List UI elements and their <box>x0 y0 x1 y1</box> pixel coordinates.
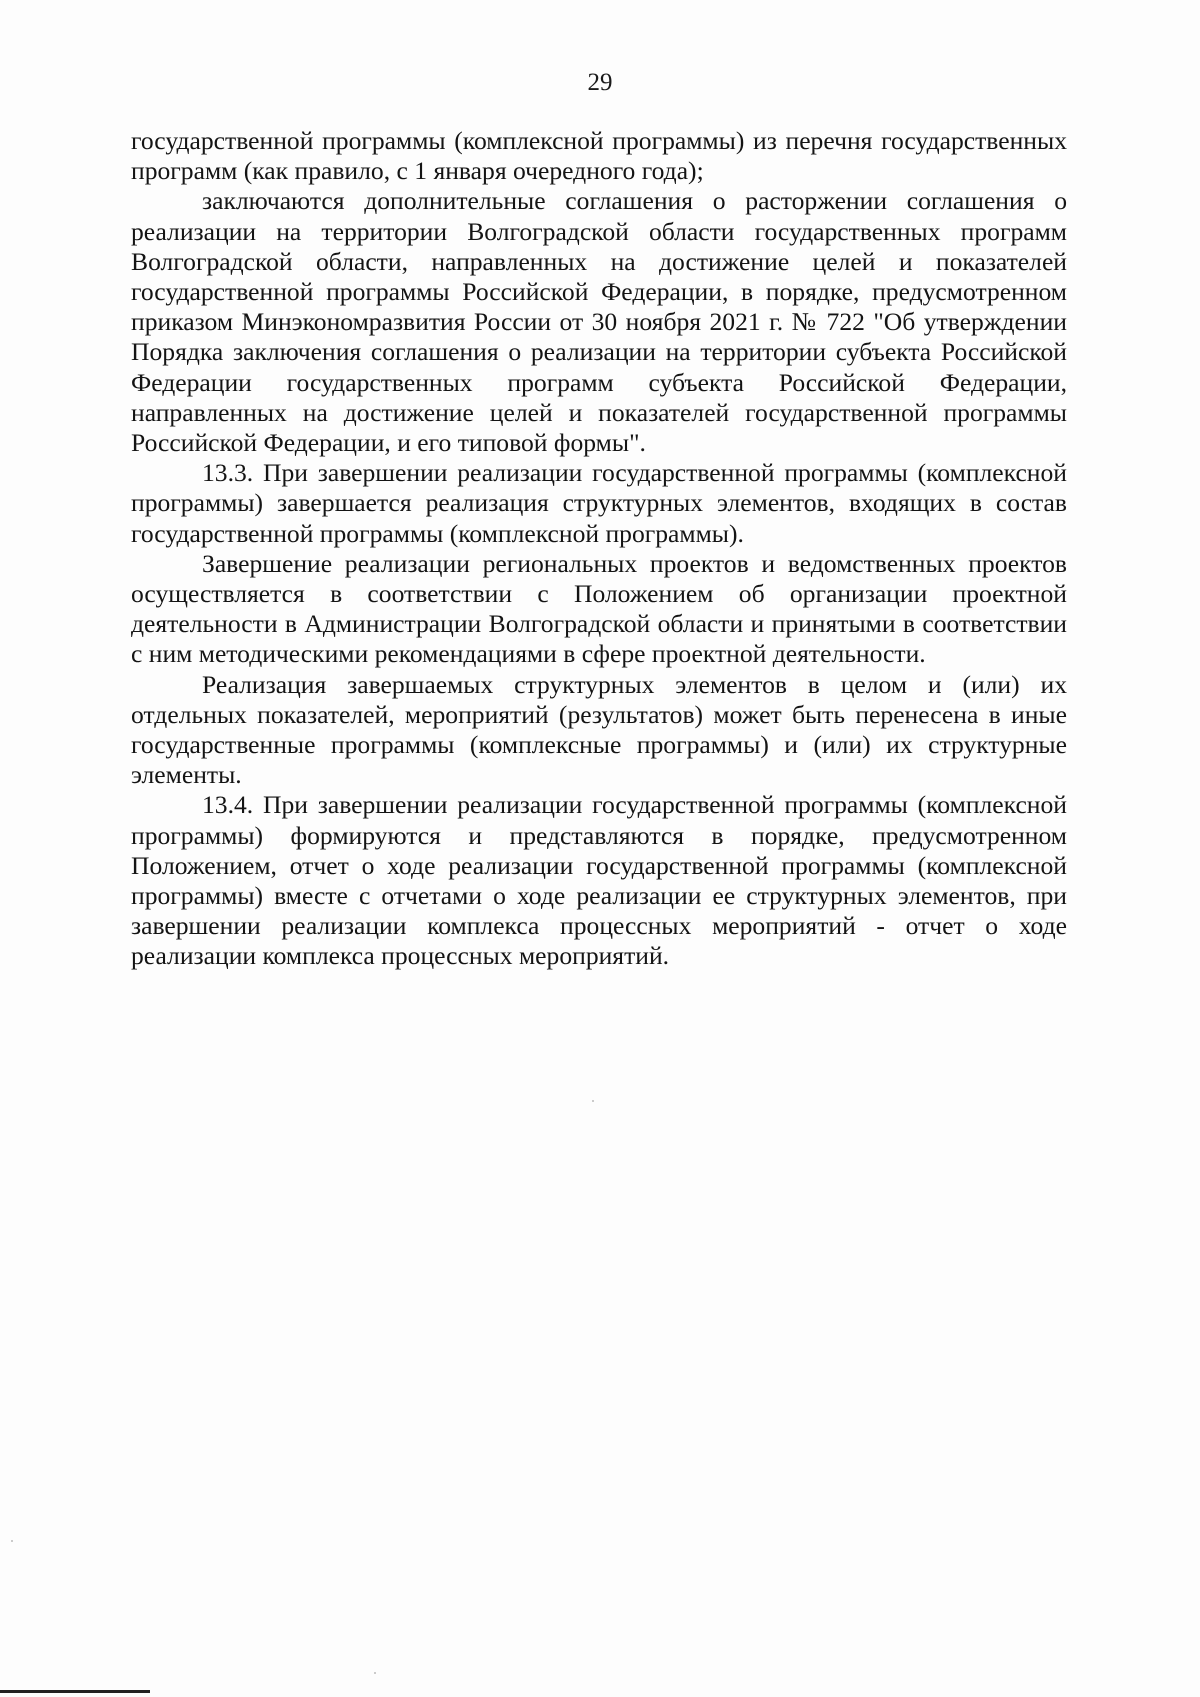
paragraph-4: Завершение реализации региональных проектов и ведомственных проектов осуществляется в соответствии с Положением об организации проектной деятельности в Администрации Волгоградской области и принятыми в соответствии с ним методическими рекомендациями в сфере проектной деятельности. <box>131 548 1067 669</box>
scan-speck <box>11 1540 13 1542</box>
scan-speck <box>592 1100 594 1102</box>
scan-speck <box>374 1672 376 1674</box>
page-number: 29 <box>587 69 613 96</box>
scan-edge-mark <box>0 1690 150 1693</box>
paragraph-6: 13.4. При завершении реализации государственной программы (комплексной программы) формируются и представляются в порядке, предусмотренном Положением, отчет о ходе реализации государственной программы (комплексной программы) вместе с отчетами о ходе реализации ее структурных элементов, при завершении реализации комплекса процессных мероприятий - отчет о ходе реализации комплекса процессных мероприятий. <box>131 790 1067 971</box>
paragraph-2: заключаются дополнительные соглашения о расторжении соглашения о реализации на территории Волгоградской области государственных программ Волгоградской области, направленных на достижение целей и показателей государственной программы Российской Федерации, в порядке, предусмотренном приказом Минэкономразвития России от 30 ноября 2021 г. № 722 "Об утверждении Порядка заключения соглашения о реализации на территории субъекта Российской Федерации государственных программ субъекта Российской Федерации, направленных на достижение целей и показателей государственной программы Российской Федерации, и его типовой формы". <box>131 186 1067 458</box>
document-body <box>131 126 1067 972</box>
paragraph-3: 13.3. При завершении реализации государственной программы (комплексной программы) завершается реализация структурных элементов, входящих в состав государственной программы (комплексной программы). <box>131 458 1067 548</box>
paragraph-5: Реализация завершаемых структурных элементов в целом и (или) их отдельных показателей, мероприятий (результатов) может быть перенесена в иные государственные программы (комплексные программы) и (или) их структурные элементы. <box>131 669 1067 790</box>
paragraph-1: государственной программы (комплексной программы) из перечня государственных программ (как правило, с 1 января очередного года); <box>131 126 1067 186</box>
